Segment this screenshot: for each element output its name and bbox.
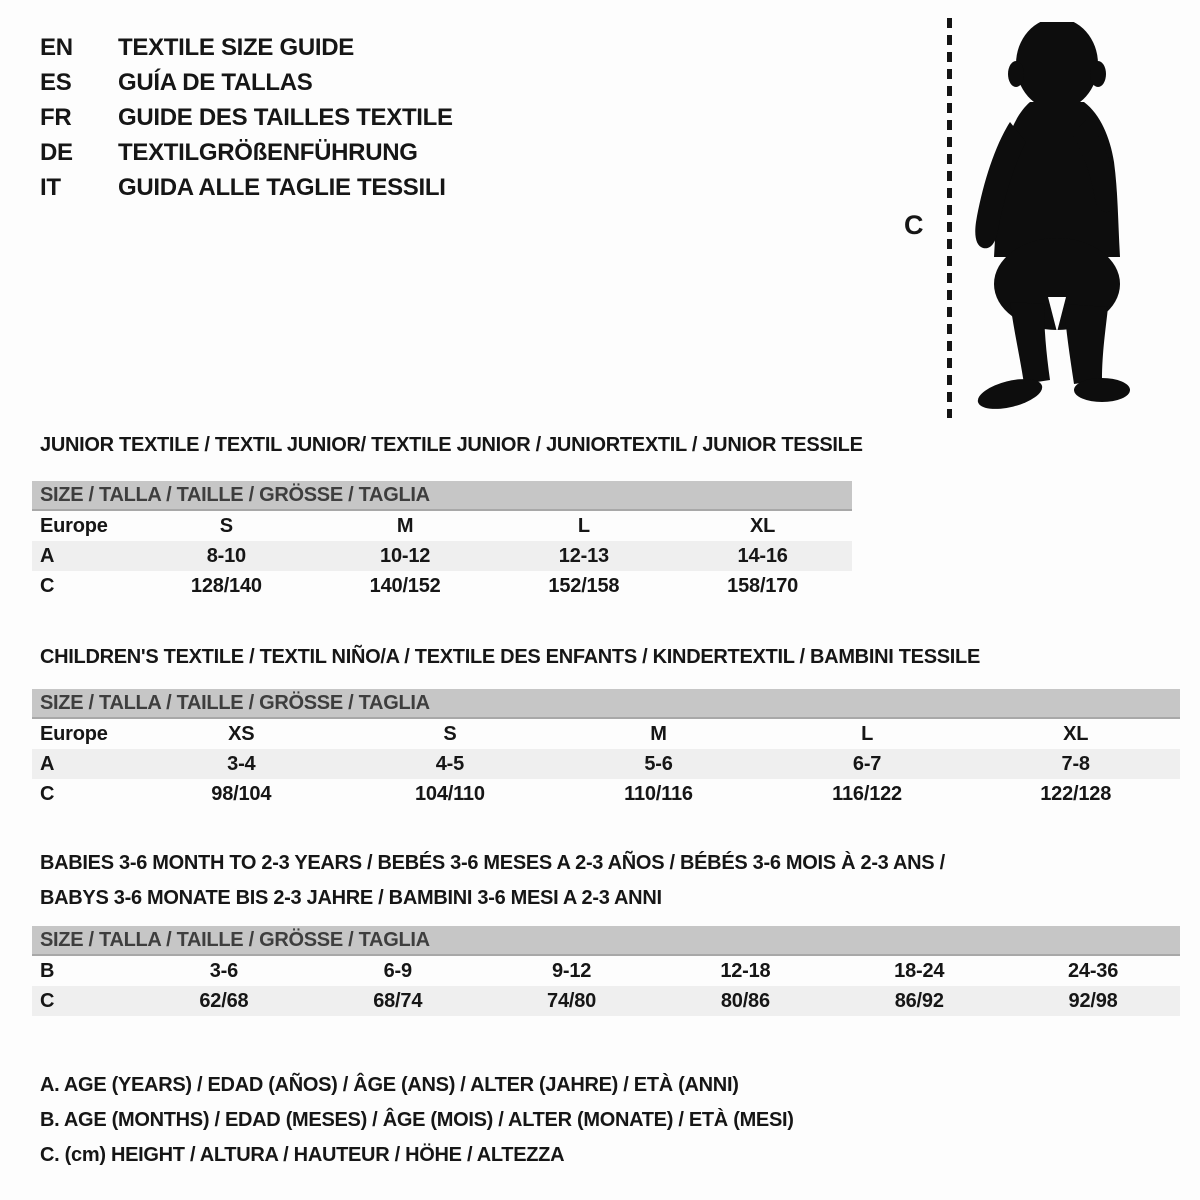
table-cell: XL xyxy=(1063,722,1089,745)
table-cell: 86/92 xyxy=(894,989,944,1012)
table-cell: XL xyxy=(750,514,776,537)
language-row-de xyxy=(40,135,453,170)
language-row-fr xyxy=(40,100,453,135)
junior-section-title: JUNIOR TEXTILE / TEXTIL JUNIOR/ TEXTILE JUNIOR / JUNIORTEXTIL / JUNIOR TESSILE xyxy=(40,434,863,456)
size-table-header-bar: SIZE / TALLA / TAILLE / GRÖSSE / TAGLIA xyxy=(32,689,1180,719)
language-row-it xyxy=(40,170,453,205)
table-row-a xyxy=(32,749,1180,779)
row-label: Europe xyxy=(40,722,108,745)
table-cell: 14-16 xyxy=(737,544,788,567)
row-label: C xyxy=(40,782,55,805)
table-row-b xyxy=(32,956,1180,986)
size-table-header-bar: SIZE / TALLA / TAILLE / GRÖSSE / TAGLIA xyxy=(32,481,852,511)
table-cell: 80/86 xyxy=(720,989,770,1012)
table-cell: 62/68 xyxy=(199,989,249,1012)
children-size-table xyxy=(32,689,1180,809)
table-cell: XS xyxy=(228,722,255,745)
measure-c-label: C xyxy=(904,210,924,240)
children-section-title: CHILDREN'S TEXTILE / TEXTIL NIÑO/A / TEXTILE DES ENFANTS / KINDERTEXTIL / BAMBINI TESSILE xyxy=(40,646,980,668)
table-cell: 116/122 xyxy=(832,782,902,805)
babies-section-title xyxy=(40,845,945,915)
row-label: A xyxy=(40,752,55,775)
table-cell: 5-6 xyxy=(644,752,673,775)
language-row-es xyxy=(40,65,453,100)
table-row-c xyxy=(32,571,852,601)
table-cell: 98/104 xyxy=(211,782,272,805)
table-cell: M xyxy=(396,514,414,537)
table-cell: M xyxy=(650,722,667,745)
table-cell: 18-24 xyxy=(894,959,945,982)
guide-title: GUÍA DE TALLAS xyxy=(118,68,313,96)
size-table-header-bar: SIZE / TALLA / TAILLE / GRÖSSE / TAGLIA xyxy=(32,926,1180,956)
table-cell: 128/140 xyxy=(190,574,262,597)
junior-size-table xyxy=(32,481,852,601)
table-cell: S xyxy=(443,722,457,745)
table-cell: 7-8 xyxy=(1061,752,1090,775)
language-code: ES xyxy=(40,68,72,96)
table-row-europe xyxy=(32,719,1180,749)
babies-size-table xyxy=(32,926,1180,1016)
measurement-legend xyxy=(40,1068,794,1173)
table-row-europe xyxy=(32,511,852,541)
table-cell: 140/152 xyxy=(369,574,441,597)
legend-line-c: C. (cm) HEIGHT / ALTURA / HAUTEUR / HÖHE / ALTEZZA xyxy=(40,1144,565,1166)
table-cell: 152/158 xyxy=(548,574,620,597)
table-cell: L xyxy=(577,514,590,537)
table-row-c xyxy=(32,779,1180,809)
table-cell: 8-10 xyxy=(206,544,246,567)
row-label: C xyxy=(40,574,55,597)
baby-silhouette-icon xyxy=(952,22,1152,422)
table-cell: 24-36 xyxy=(1067,959,1119,982)
row-label: A xyxy=(40,544,55,567)
table-cell: 92/98 xyxy=(1068,989,1118,1012)
table-cell: 3-4 xyxy=(227,752,256,775)
language-code: EN xyxy=(40,33,73,61)
table-cell: 68/74 xyxy=(373,989,423,1012)
language-code: IT xyxy=(40,173,61,201)
table-row-a xyxy=(32,541,852,571)
table-row-c xyxy=(32,986,1180,1016)
table-cell: L xyxy=(861,722,874,745)
table-cell: S xyxy=(219,514,233,537)
language-title-list xyxy=(40,30,453,205)
language-row-en xyxy=(40,30,453,65)
table-cell: 10-12 xyxy=(380,544,431,567)
row-label: B xyxy=(40,959,55,982)
table-cell: 12-13 xyxy=(558,544,609,567)
table-cell: 12-18 xyxy=(720,959,771,982)
legend-line-b: B. AGE (MONTHS) / EDAD (MESES) / ÂGE (MOIS) / ALTER (MONATE) / ETÀ (MESI) xyxy=(40,1109,794,1131)
table-cell: 158/170 xyxy=(727,574,799,597)
row-label: Europe xyxy=(40,514,108,537)
guide-title: TEXTILGRÖßENFÜHRUNG xyxy=(118,138,418,166)
babies-title-line-1: BABIES 3-6 MONTH TO 2-3 YEARS / BEBÉS 3-6 MESES A 2-3 AÑOS / BÉBÉS 3-6 MOIS À 2-3 ANS / xyxy=(40,851,945,874)
language-code: FR xyxy=(40,103,72,131)
guide-title: GUIDA ALLE TAGLIE TESSILI xyxy=(118,173,446,201)
table-cell: 6-7 xyxy=(852,752,882,775)
table-cell: 110/116 xyxy=(624,782,693,805)
table-cell: 122/128 xyxy=(1040,782,1112,805)
guide-title: GUIDE DES TAILLES TEXTILE xyxy=(118,103,453,131)
row-label: C xyxy=(40,989,55,1012)
table-cell: 3-6 xyxy=(209,959,239,982)
legend-line-a: A. AGE (YEARS) / EDAD (AÑOS) / ÂGE (ANS) / ALTER (JAHRE) / ETÀ (ANNI) xyxy=(40,1074,739,1096)
table-cell: 4-5 xyxy=(435,752,465,775)
table-cell: 74/80 xyxy=(547,989,597,1012)
table-cell: 104/110 xyxy=(414,782,485,805)
guide-title: TEXTILE SIZE GUIDE xyxy=(118,33,354,61)
table-cell: 9-12 xyxy=(551,959,592,982)
table-cell: 6-9 xyxy=(383,959,412,982)
language-code: DE xyxy=(40,138,73,166)
babies-title-line-2: BABYS 3-6 MONATE BIS 2-3 JAHRE / BAMBINI 3-6 MESI A 2-3 ANNI xyxy=(40,886,662,909)
